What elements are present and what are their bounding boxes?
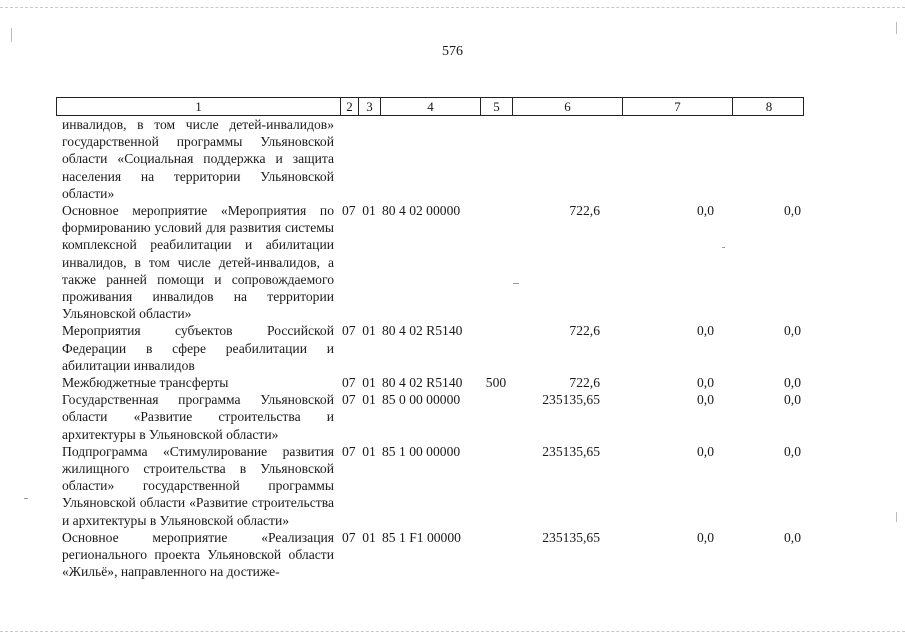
expense-type-code — [480, 391, 512, 443]
item-name: Межбюджетные трансферты — [62, 375, 229, 391]
amount-year-2: 0,0 — [697, 529, 714, 545]
section-code: 07 — [342, 443, 356, 459]
section-code: 07 — [342, 392, 356, 408]
subsection-code: 01 — [362, 203, 376, 219]
table-row — [56, 443, 804, 529]
amount-year-1: 235135,65 — [542, 392, 600, 408]
table-header-row — [56, 97, 804, 116]
target-article-code: 85 0 00 00000 — [382, 392, 461, 408]
amount-year-3: 0,0 — [784, 443, 801, 459]
amount-year-3: 0,0 — [784, 392, 801, 408]
table-body — [56, 116, 804, 580]
amount-year-3 — [732, 116, 804, 202]
section-code: 07 — [342, 323, 356, 339]
amount-year-2: 0,0 — [697, 392, 714, 408]
subsection-code: 01 — [362, 392, 376, 408]
item-name: Мероприятия субъектов Российской Федерации в сфере реабилитации и абилитации инвалидов — [62, 323, 334, 373]
column-header: 2 — [341, 98, 359, 115]
expense-type-code — [480, 322, 512, 374]
amount-year-1: 235135,65 — [542, 529, 600, 545]
margin-mark-right-lower — [896, 512, 897, 522]
target-article-code: 80 4 02 R5140 — [382, 323, 463, 339]
subsection-code: 01 — [362, 529, 376, 545]
scan-edge-top — [0, 7, 905, 8]
subsection-code: 01 — [362, 375, 376, 391]
amount-year-1 — [512, 116, 622, 202]
table-row — [56, 202, 804, 322]
target-article-code: 85 1 F1 00000 — [382, 529, 461, 545]
amount-year-2: 0,0 — [697, 323, 714, 339]
expense-type-code — [480, 116, 512, 202]
table-row — [56, 322, 804, 374]
section-code: 07 — [342, 375, 356, 391]
amount-year-3: 0,0 — [784, 323, 801, 339]
amount-year-3: 0,0 — [784, 375, 801, 391]
expense-type-code: 500 — [485, 375, 507, 391]
item-name: инвалидов, в том числе детей-инвалидов» государственной программы Ульяновской области «Социальная поддержка и защита населения на территории Ульяновской области» — [62, 117, 334, 201]
table-row — [56, 529, 804, 581]
amount-year-1: 722,6 — [569, 203, 600, 219]
expense-type-code — [480, 529, 512, 581]
expense-type-code — [480, 443, 512, 529]
amount-year-1: 722,6 — [569, 323, 600, 339]
column-header: 8 — [765, 99, 773, 114]
amount-year-3: 0,0 — [784, 203, 801, 219]
item-name: Основное мероприятие «Реализация регионального проекта Ульяновской области «Жильё», направленного на достиже- — [62, 529, 334, 580]
scan-edge-bottom — [0, 631, 905, 632]
column-header: 1 — [57, 98, 341, 115]
section-code: 07 — [342, 203, 356, 219]
column-header: 4 — [381, 98, 481, 115]
subsection-code: 01 — [362, 323, 376, 339]
column-header: 3 — [359, 98, 381, 115]
target-article-code: 85 1 00 00000 — [382, 443, 461, 459]
amount-year-3: 0,0 — [784, 529, 801, 545]
table-row — [56, 391, 804, 443]
subsection-code: 01 — [362, 443, 376, 459]
table-row — [56, 374, 804, 391]
column-header: 7 — [623, 98, 733, 115]
target-article-code: 80 4 02 00000 — [382, 203, 461, 219]
subsection-code — [358, 116, 380, 202]
budget-table — [56, 97, 804, 580]
amount-year-1: 235135,65 — [542, 443, 600, 459]
column-header: 5 — [481, 98, 513, 115]
target-article-code — [380, 116, 480, 202]
scan-speck — [24, 498, 28, 499]
page-number: 576 — [442, 44, 463, 59]
amount-year-2: 0,0 — [697, 375, 714, 391]
target-article-code: 80 4 02 R5140 — [382, 375, 463, 391]
amount-year-2: 0,0 — [697, 443, 714, 459]
amount-year-2 — [622, 116, 732, 202]
item-name: Государственная программа Ульяновской области «Развитие строительства и архитектуры в Ульяновской области» — [62, 392, 334, 442]
section-code — [340, 116, 358, 202]
table-row — [56, 116, 804, 202]
margin-mark-left — [11, 28, 12, 42]
expense-type-code — [480, 202, 512, 322]
margin-mark-right — [896, 22, 897, 34]
column-header: 6 — [513, 98, 623, 115]
amount-year-2: 0,0 — [697, 203, 714, 219]
section-code: 07 — [342, 529, 356, 545]
item-name: Основное мероприятие «Мероприятия по формированию условий для развития системы комплексной реабилитации и абилитации инвалидов, в том числе детей-инвалидов, а также ранней помощи и сопровождаемого проживания инвалидов на территории Ульяновской области» — [62, 203, 334, 322]
amount-year-1: 722,6 — [569, 375, 600, 391]
item-name: Подпрограмма «Стимулирование развития жилищного строительства в Ульяновской области» государственной программы Ульяновской области «Развитие строительства и архитектуры в Ульяновской области» — [62, 443, 334, 528]
